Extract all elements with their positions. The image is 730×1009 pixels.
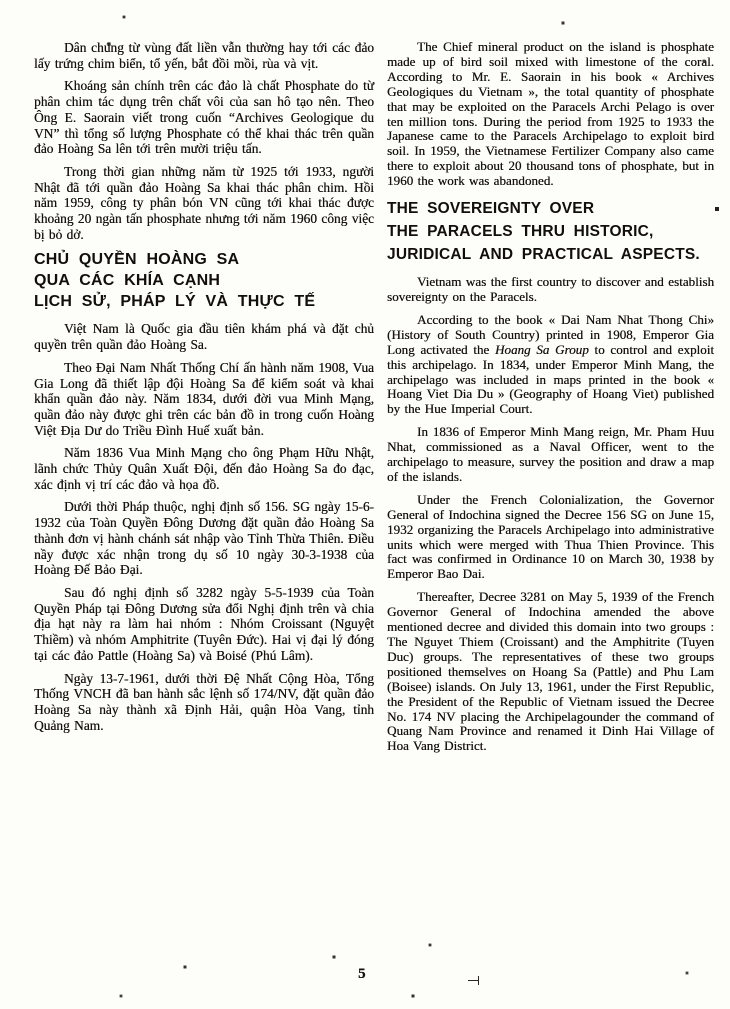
right-column-english	[387, 40, 714, 762]
paragraph-phosphate-vn: Khoáng sản chính trên các đảo là chất Phosphate do từ phân chim tác dụng trên chất vôi của san hô tạo nên. Theo Ông E. Saorain viết trong cuốn “Archives Geologique du VN” thì tổng số lượng Phosphate có thể khai thác trên quần đảo Hoàng Sa lên tới trên mười triệu tấn.	[34, 78, 374, 157]
scan-speckles	[0, 0, 2, 2]
page-number: 5	[358, 966, 366, 982]
heading-line: THE SOVEREIGNTY OVER	[387, 200, 595, 218]
book-title-italic: Hoang Sa Group	[494, 341, 589, 357]
paragraph-islanders: Dân chúng từ vùng đất liền vẫn thường hay tới các đảo lấy trứng chim biển, tổ yến, bắt đồi mồi, rùa và vịt.	[34, 40, 374, 71]
paragraph-minh-mang-en: In 1836 of Emperor Minh Mang reign, Mr. Pham Huu Nhat, commissioned as a Naval Officer, went to the archipelago to measure, survey the position and draw a map of the islands.	[387, 424, 714, 484]
left-column-vietnamese	[34, 40, 374, 762]
section-heading-english	[387, 197, 714, 266]
paragraph-gia-long-en	[387, 313, 714, 417]
paragraph-french-decree-en: Under the French Colonialization, the Governor General of Indochina signed the Decree 156 SG on June 15, 1932 organizing the Paracels Archipelago into administrative units which were merged with Thua Thien Province. This fact was confirmed in Ordinance 10 on March 30, 1938 by Emperor Bao Dai.	[387, 491, 714, 582]
heading-line: CHỦ QUYỀN HOÀNG SA	[34, 251, 240, 269]
paragraph-phosphate-en: The Chief mineral product on the island is phosphate made up of bird soil mixed with limestone of the coral. According to Mr. E. Saorain in his book « Archives Geologiques du Vietnam », the total quantity of phosphate that may be exploited on the Paracels Archi Pelago is over ten million tons. During the period from 1925 to 1933 the Japanese came to the Paracels Archipelago to exploit bird soil. In 1959, the Vietnamese Fertilizer Company also came there to exploit about 20 thousand tons of phosphate, but in 1960 the work was abandoned.	[387, 39, 714, 189]
paragraph-decree-3281-en: Thereafter, Decree 3281 on May 5, 1939 of the French Governor General of Indochina amended the above mentioned decree and divided this domain into two groups : The Nguyet Thiem (Croissant) and the Amphitrite (Tuyen Duc) groups. The representatives of these two groups positioned themselves on Hoang Sa (Pattle) and Phu Lam (Boisee) islands. On July 13, 1961, under the First Republic, the President of the Republic of Vietnam issued the Decree No. 174 NV placing the Archipelagounder the command of Quang Nam Province and renamed it Dinh Hai Village of Hoa Vang District.	[387, 589, 714, 754]
text-segment: According to the book « Dai Nam Nhat Thong Chi» (History of South Country) printed in 1908, Emperor Gia Long activated the	[387, 311, 714, 357]
heading-line: THE PARACELS THRU HISTORIC,	[387, 223, 654, 241]
paragraph-gia-long-vn: Theo Đại Nam Nhất Thống Chí ấn hành năm 1908, Vua Gia Long đã thiết lập đội Hoàng Sa để kiểm soát và khai khẩn quần đảo này. Năm 1834, dưới đời vua Minh Mạng, quần đảo này được ghi trên các bản đồ in trong cuốn Hoàng Việt Địa Dư do Triều Đình Huế xuất bản.	[34, 359, 374, 438]
paragraph-decree-3282-vn: Sau đó nghị định số 3282 ngày 5-5-1939 của Toàn Quyền Pháp tại Đông Dương sửa đổi Nghị định trên và chia địa hạt này ra làm hai nhóm : Nhóm Croissant (Nguyệt Thiềm) và nhóm Amphitrite (Tuyên Đức). Hai vị đại lý đóng tại các đảo Pattle (Hoàng Sa) và Boisé (Phú Lâm).	[34, 584, 374, 663]
paragraph-japanese-mining-vn: Trong thời gian những năm từ 1925 tới 1933, người Nhật đã tới quần đảo Hoàng Sa khai thác phân chim. Hồi năm 1959, công ty phân bón VN cũng tới khai thác được khoảng 20 ngàn tấn phosphate nhưng tới năm 1960 công việc bị bỏ dở.	[34, 163, 374, 242]
paragraph-first-discovery-en: Vietnam was the first country to discover and establish sovereignty on the Paracels.	[387, 274, 714, 304]
section-heading-vietnamese	[34, 249, 374, 312]
heading-line: JURIDICAL AND PRACTICAL ASPECTS.	[387, 246, 700, 264]
heading-line: LỊCH SỬ, PHÁP LÝ VÀ THỰC TẾ	[34, 293, 316, 311]
paragraph-first-discovery-vn: Việt Nam là Quốc gia đầu tiên khám phá và đặt chủ quyền trên quần đảo Hoàng Sa.	[34, 321, 374, 353]
scan-artifact-mark	[468, 976, 481, 985]
paragraph-minh-mang-vn: Năm 1836 Vua Minh Mạng cho ông Phạm Hữu Nhật, lãnh chức Thủy Quân Xuất Đội, đến đảo Hoàng Sa đo đạc, xác định vị trí các đảo và họa đồ.	[34, 445, 374, 492]
paragraph-1961-decree-vn: Ngày 13-7-1961, dưới thời Đệ Nhất Cộng Hòa, Tổng Thống VNCH đã ban hành sắc lệnh số 174/NV, đặt quần đảo Hoàng Sa này thành xã Định Hải, quận Hòa Vang, tỉnh Quảng Nam.	[34, 670, 374, 733]
heading-line: QUA CÁC KHÍA CẠNH	[34, 272, 221, 290]
paragraph-french-decree-vn: Dưới thời Pháp thuộc, nghị định số 156. SG ngày 15-6-1932 của Toàn Quyền Đông Dương đặt quần đảo Hoàng Sa thành đơn vị hành chánh sát nhập vào Tỉnh Thừa Thiên. Điều nầy được xác nhận trong dụ số 10 ngày 30-3-1938 của Hoàng Đế Bảo Đại.	[34, 499, 374, 578]
text-segment: to control and exploit this archipelago. In 1834, under Emperor Minh Mang, the archipelago was included in maps printed in the book « Hoang Viet Dia Du » (Geography of Hoang Viet) published by the Hue Imperial Court.	[387, 341, 715, 417]
